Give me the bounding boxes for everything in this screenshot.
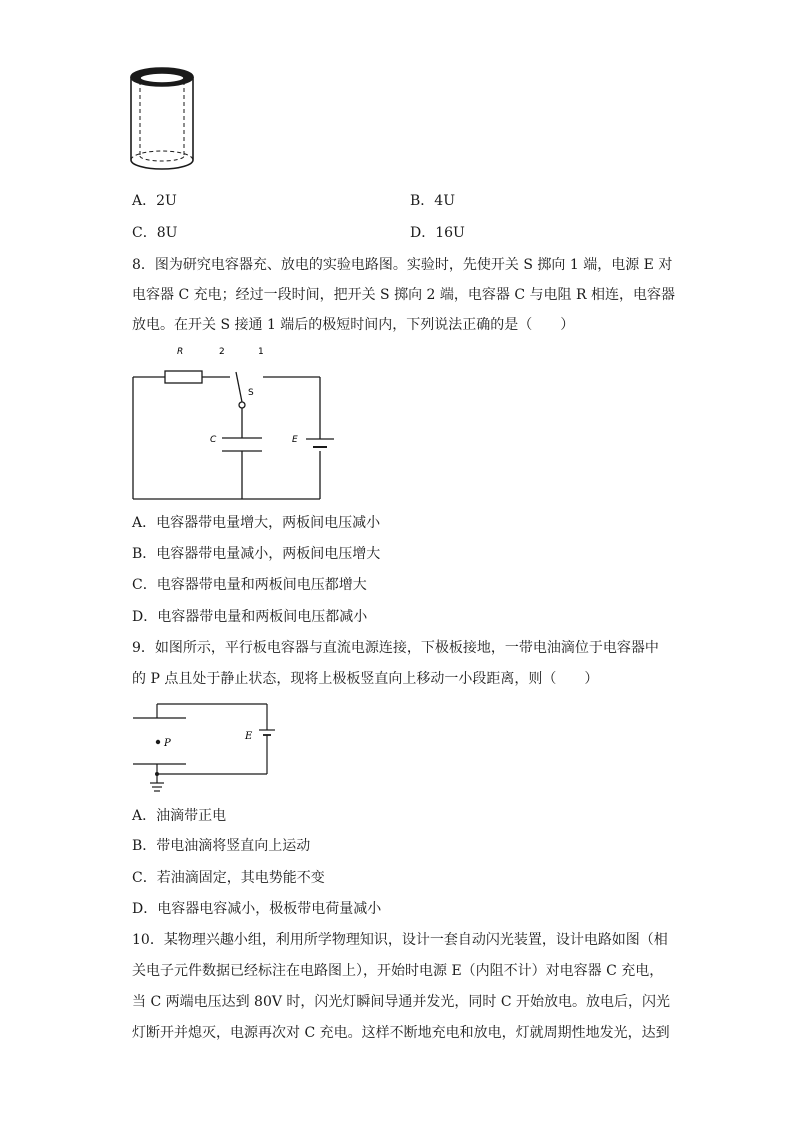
q9-stem-line-1: 9．如图所示，平行板电容器与直流电源连接，下极板接地，一带电油滴位于电容器中 [132, 640, 659, 656]
q7-option-a: A．2U [132, 193, 177, 209]
q8-stem-line-3: 放电。在开关 S 接通 1 端后的极短时间内，下列说法正确的是（ ） [132, 317, 575, 333]
q9-option-d: D．电容器电容减小，极板带电荷量减小 [132, 901, 382, 917]
q10-stem-line-4: 灯断开并熄灭，电源再次对 C 充电。这样不断地充电和放电，灯就周期性地发光，达到 [132, 1025, 670, 1041]
q9-label-e: E [245, 731, 253, 742]
q9-label-p: P [164, 738, 171, 749]
q10-stem-line-3: 当 C 两端电压达到 80V 时，闪光灯瞬间导通并发光，同时 C 开始放电。放电后，闪光 [132, 994, 671, 1010]
q8-circuit-diagram [130, 342, 340, 502]
q10-stem-line-2: 关电子元件数据已经标注在电路图上），开始时电源 E（内阻不计）对电容器 C 充电， [132, 963, 664, 979]
q7-option-c: C．8U [132, 225, 178, 241]
q8-option-d: D．电容器带电量和两板间电压都减小 [132, 609, 368, 625]
q7-option-d: D．16U [410, 225, 465, 241]
q8-option-b: B．电容器带电量减小，两板间电压增大 [132, 546, 381, 562]
q8-option-c: C．电容器带电量和两板间电压都增大 [132, 577, 367, 593]
q8-label-pos1: 1 [258, 347, 264, 357]
q10-stem-line-1: 10．某物理兴趣小组，利用所学物理知识，设计一套自动闪光装置，设计电路如图（相 [132, 932, 668, 948]
q8-label-r: R [177, 347, 184, 357]
q9-capacitor-diagram [130, 697, 280, 797]
q9-option-c: C．若油滴固定，其电势能不变 [132, 870, 325, 886]
oil-drop [156, 740, 160, 744]
q7-option-b: B．4U [410, 193, 455, 209]
q8-option-a: A．电容器带电量增大，两板间电压减小 [132, 515, 381, 531]
hollow-cylinder-figure [130, 66, 200, 176]
q8-label-c: C [210, 435, 217, 445]
q8-label-s: S [248, 388, 254, 398]
q9-option-a: A．油滴带正电 [132, 808, 227, 824]
q8-label-e: E [292, 435, 298, 445]
q8-stem-line-2: 电容器 C 充电；经过一段时间，把开关 S 掷向 2 端，电容器 C 与电阻 R 相连，电容器 [132, 287, 675, 303]
q9-option-b: B．带电油滴将竖直向上运动 [132, 838, 311, 854]
q8-stem-line-1: 8．图为研究电容器充、放电的实验电路图。实验时，先使开关 S 掷向 1 端，电源 E 对 [132, 257, 673, 273]
q8-label-pos2: 2 [219, 347, 225, 357]
q9-stem-line-2: 的 P 点且处于静止状态，现将上极板竖直向上移动一小段距离，则（ ） [132, 671, 599, 687]
